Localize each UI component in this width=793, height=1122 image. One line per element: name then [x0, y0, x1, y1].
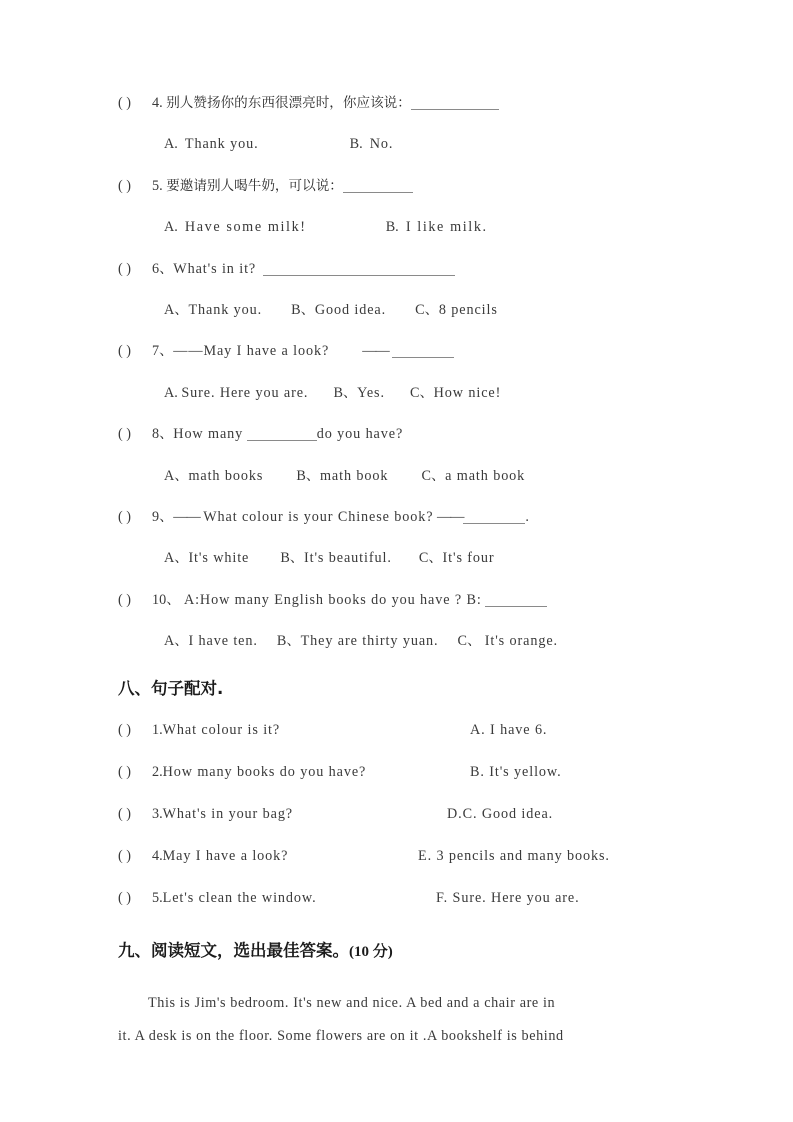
- matching-row: [118, 849, 680, 891]
- question-text-4: 别人赞扬你的东西很漂亮时，你应该说：: [166, 95, 411, 111]
- question-number-9: 9、: [152, 508, 174, 525]
- option-text-10c[interactable]: It's orange.: [484, 633, 558, 650]
- option-label-7c: C、: [410, 384, 434, 401]
- match-left-4: May I have a look?: [162, 848, 289, 865]
- question-number-8: 8、: [152, 426, 174, 443]
- match-number-3: 3.: [152, 806, 163, 823]
- option-text-9c[interactable]: It's four: [442, 550, 495, 567]
- match-left-5: Let's clean the window.: [162, 890, 317, 907]
- match-number-1: 1.: [152, 722, 163, 739]
- question-number-7: 7、: [152, 343, 174, 360]
- option-row: [118, 303, 680, 344]
- question-text-6: What's in it?: [173, 260, 257, 277]
- option-text-10b[interactable]: They are thirty yuan.: [300, 633, 439, 650]
- question-number-4: 4.: [152, 95, 163, 111]
- section-eight-heading: 八、句子配对.: [118, 679, 224, 699]
- dialogue-dash-9-after: ——: [437, 508, 464, 525]
- option-label-6c: C、: [415, 301, 439, 318]
- question-text-8-before: How many: [173, 426, 244, 443]
- match-number-2: 2.: [152, 764, 163, 781]
- option-text-6a[interactable]: Thank you.: [188, 301, 263, 318]
- question-row: [118, 427, 680, 468]
- option-text-4a[interactable]: Thank you.: [184, 136, 259, 153]
- match-right-4[interactable]: E. 3 pencils and many books.: [418, 848, 610, 865]
- question-row: [118, 510, 680, 551]
- option-label-10b: B、: [276, 633, 301, 650]
- answer-blank-6[interactable]: [263, 263, 455, 276]
- dialogue-dash-9-before: ——: [173, 508, 200, 525]
- question-row: [118, 262, 680, 303]
- answer-bracket-10[interactable]: ( ): [118, 591, 131, 608]
- question-9-period: .: [525, 508, 529, 525]
- option-text-6b[interactable]: Good idea.: [314, 301, 387, 318]
- section-nine-heading: [118, 943, 680, 985]
- option-text-8c[interactable]: a math book: [445, 467, 526, 484]
- matching-row: [118, 723, 680, 765]
- match-bracket-2[interactable]: ( ): [118, 764, 131, 781]
- option-text-8a[interactable]: math books: [188, 467, 264, 484]
- answer-blank-8[interactable]: [247, 428, 317, 441]
- option-text-7c[interactable]: How nice!: [433, 384, 502, 401]
- match-left-2: How many books do you have?: [162, 764, 367, 781]
- question-number-5: 5.: [152, 177, 163, 194]
- option-text-10a[interactable]: I have ten.: [188, 633, 258, 650]
- question-text-8-after: do you have?: [316, 426, 404, 443]
- section-nine-score: (10 分): [349, 944, 393, 961]
- match-right-2[interactable]: B. It's yellow.: [470, 764, 562, 781]
- option-label-5b: B.: [385, 219, 399, 236]
- match-number-4: 4.: [152, 848, 163, 865]
- question-text-9: What colour is your Chinese book?: [203, 508, 434, 525]
- match-right-3[interactable]: D.C. Good idea.: [447, 806, 554, 823]
- answer-bracket-8[interactable]: ( ): [118, 426, 131, 443]
- option-label-8a: A、: [164, 467, 189, 484]
- passage-line-2: it. A desk is on the floor. Some flowers are on it .A bookshelf is behind: [118, 1028, 564, 1045]
- option-row: [118, 551, 680, 592]
- answer-blank-5[interactable]: [343, 180, 413, 193]
- option-text-8b[interactable]: math book: [320, 467, 389, 484]
- answer-bracket-4[interactable]: ( ): [118, 95, 131, 111]
- match-bracket-5[interactable]: ( ): [118, 890, 131, 907]
- passage-line-1: [118, 987, 678, 1020]
- question-row: [118, 344, 680, 385]
- option-row: [118, 386, 680, 427]
- option-label-9b: B、: [280, 550, 304, 567]
- match-number-5: 5.: [152, 890, 163, 907]
- option-label-4b: B.: [349, 136, 363, 153]
- match-bracket-4[interactable]: ( ): [118, 848, 131, 865]
- passage-line-1-text: This is Jim's bedroom. It's new and nice. A bed and a chair are in: [148, 995, 556, 1012]
- option-label-9c: C、: [418, 550, 443, 567]
- dialogue-dash-7: ——: [362, 343, 389, 360]
- match-right-5[interactable]: F. Sure. Here you are.: [436, 890, 580, 907]
- option-label-8c: C、: [421, 467, 446, 484]
- option-label-6a: A、: [164, 301, 189, 318]
- option-row: [118, 137, 680, 178]
- option-text-9b[interactable]: It's beautiful.: [304, 550, 392, 567]
- option-label-8b: B、: [296, 467, 320, 484]
- match-left-1: What colour is it?: [162, 722, 281, 739]
- option-label-5a: A.: [164, 219, 178, 236]
- answer-bracket-5[interactable]: ( ): [118, 177, 131, 194]
- option-text-4b[interactable]: No.: [369, 136, 394, 153]
- option-text-5b[interactable]: I like milk.: [405, 219, 488, 236]
- option-label-7a: A.: [164, 384, 178, 401]
- option-label-10c: C、: [457, 633, 482, 650]
- question-row: [118, 593, 680, 634]
- option-label-4a: A.: [164, 136, 178, 153]
- option-label-9a: A、: [164, 550, 189, 567]
- match-bracket-1[interactable]: ( ): [118, 722, 131, 739]
- question-row: [118, 96, 680, 137]
- answer-bracket-6[interactable]: ( ): [118, 260, 131, 277]
- answer-blank-9[interactable]: [463, 511, 525, 524]
- option-row: [118, 634, 680, 675]
- exam-content: [118, 96, 680, 1053]
- match-right-1[interactable]: A. I have 6.: [470, 722, 548, 739]
- answer-bracket-9[interactable]: ( ): [118, 508, 131, 525]
- option-label-10a: A、: [164, 633, 189, 650]
- option-label-7b: B、: [333, 384, 358, 401]
- match-bracket-3[interactable]: ( ): [118, 806, 131, 823]
- question-row: [118, 179, 680, 220]
- question-text-7: ——May I have a look?: [173, 343, 330, 360]
- option-label-6b: B、: [291, 301, 315, 318]
- answer-bracket-7[interactable]: ( ): [118, 343, 131, 360]
- match-left-3: What's in your bag?: [162, 806, 294, 823]
- question-number-10: 10、: [152, 591, 181, 608]
- answer-blank-7[interactable]: [392, 345, 454, 358]
- question-text-5: 要邀请别人喝牛奶，可以说：: [166, 177, 343, 194]
- option-text-9a[interactable]: It's white: [188, 550, 250, 567]
- reading-passage: [118, 987, 678, 1053]
- option-row: [118, 220, 680, 261]
- answer-blank-10[interactable]: [485, 594, 547, 607]
- option-text-6c[interactable]: 8 pencils: [438, 301, 498, 318]
- matching-row: [118, 807, 680, 849]
- matching-row: [118, 765, 680, 807]
- matching-row: [118, 891, 680, 933]
- question-number-6: 6、: [152, 260, 174, 277]
- answer-blank-4[interactable]: [411, 97, 499, 110]
- option-text-7b[interactable]: Yes.: [357, 384, 385, 401]
- question-text-10: A:How many English books do you have ? B:: [183, 591, 482, 608]
- option-text-5a[interactable]: Have some milk!: [184, 219, 307, 236]
- option-text-7a[interactable]: Sure. Here you are.: [181, 384, 309, 401]
- section-nine-heading-text: 九、阅读短文，选出最佳答案。: [118, 941, 349, 961]
- option-row: [118, 469, 680, 510]
